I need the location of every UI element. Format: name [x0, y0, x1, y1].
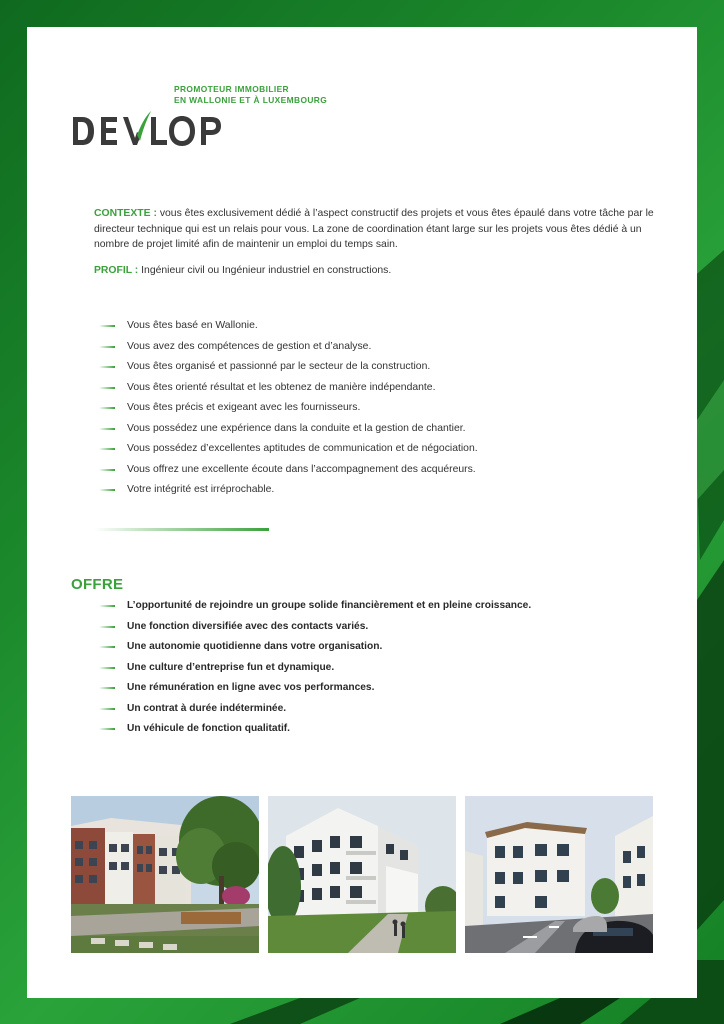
- list-item: Une autonomie quotidienne dans votre organisation.: [99, 640, 531, 661]
- requirements-list: [99, 319, 478, 504]
- document-page: [27, 27, 697, 998]
- bullet-dash-icon: [99, 346, 115, 348]
- profil-label: PROFIL :: [94, 265, 139, 276]
- project-photo-2: [268, 796, 456, 953]
- bullet-dash-icon: [99, 667, 115, 669]
- bullet-dash-icon: [99, 687, 115, 689]
- bullet-dash-icon: [99, 407, 115, 409]
- contexte-label: CONTEXTE :: [94, 208, 157, 219]
- bullet-dash-icon: [99, 605, 115, 607]
- list-item: Vous êtes organisé et passionné par le secteur de la construction.: [99, 360, 478, 381]
- contexte-text: vous êtes exclusivement dédié à l’aspect constructif des projets et vous êtes épaulé dans votre tâche par le directeur technique qui est un relais pour vous. La zone de coordination étant large sur les projets vous êtes dédié à un nombre de projet limité afin de maintenir un emploi du temps sain.: [94, 208, 654, 250]
- list-item: Vous avez des compétences de gestion et d’analyse.: [99, 340, 478, 361]
- list-item: Vous êtes précis et exigeant avec les fournisseurs.: [99, 401, 478, 422]
- list-item: Une rémunération en ligne avec vos performances.: [99, 681, 531, 702]
- bullet-dash-icon: [99, 708, 115, 710]
- bullet-dash-icon: [99, 469, 115, 471]
- bullet-dash-icon: [99, 366, 115, 368]
- contexte-paragraph: [94, 206, 654, 253]
- bullet-dash-icon: [99, 626, 115, 628]
- offre-title: OFFRE: [71, 576, 124, 593]
- project-photo-1: [71, 796, 259, 953]
- tagline-line-2: EN WALLONIE ET À LUXEMBOURG: [174, 95, 328, 105]
- bullet-dash-icon: [99, 387, 115, 389]
- bullet-dash-icon: [99, 428, 115, 430]
- list-item: Une culture d’entreprise fun et dynamique.: [99, 661, 531, 682]
- project-photo-3: [465, 796, 653, 953]
- bullet-dash-icon: [99, 646, 115, 648]
- list-item: Une fonction diversifiée avec des contacts variés.: [99, 620, 531, 641]
- brand-tagline: [174, 84, 327, 106]
- list-item: Vous possédez une expérience dans la conduite et la gestion de chantier.: [99, 422, 478, 443]
- list-item: Un véhicule de fonction qualitatif.: [99, 722, 531, 743]
- profil-paragraph: [94, 263, 654, 279]
- list-item: L’opportunité de rejoindre un groupe solide financièrement et en pleine croissance.: [99, 599, 531, 620]
- bullet-dash-icon: [99, 325, 115, 327]
- bullet-dash-icon: [99, 489, 115, 491]
- tagline-line-1: PROMOTEUR IMMOBILIER: [174, 84, 290, 94]
- list-item: Vous êtes basé en Wallonie.: [99, 319, 478, 340]
- bullet-dash-icon: [99, 728, 115, 730]
- list-item: Un contrat à durée indéterminée.: [99, 702, 531, 723]
- offre-list: [99, 599, 531, 743]
- profil-text: Ingénieur civil ou Ingénieur industriel en constructions.: [138, 265, 392, 276]
- bullet-dash-icon: [99, 448, 115, 450]
- list-item: Vous offrez une excellente écoute dans l’accompagnement des acquéreurs.: [99, 463, 478, 484]
- list-item: Votre intégrité est irréprochable.: [99, 483, 478, 504]
- list-item: Vous possédez d’excellentes aptitudes de communication et de négociation.: [99, 442, 478, 463]
- section-divider: [94, 528, 269, 531]
- devlop-logo: [71, 111, 231, 151]
- list-item: Vous êtes orienté résultat et les obtenez de manière indépendante.: [99, 381, 478, 402]
